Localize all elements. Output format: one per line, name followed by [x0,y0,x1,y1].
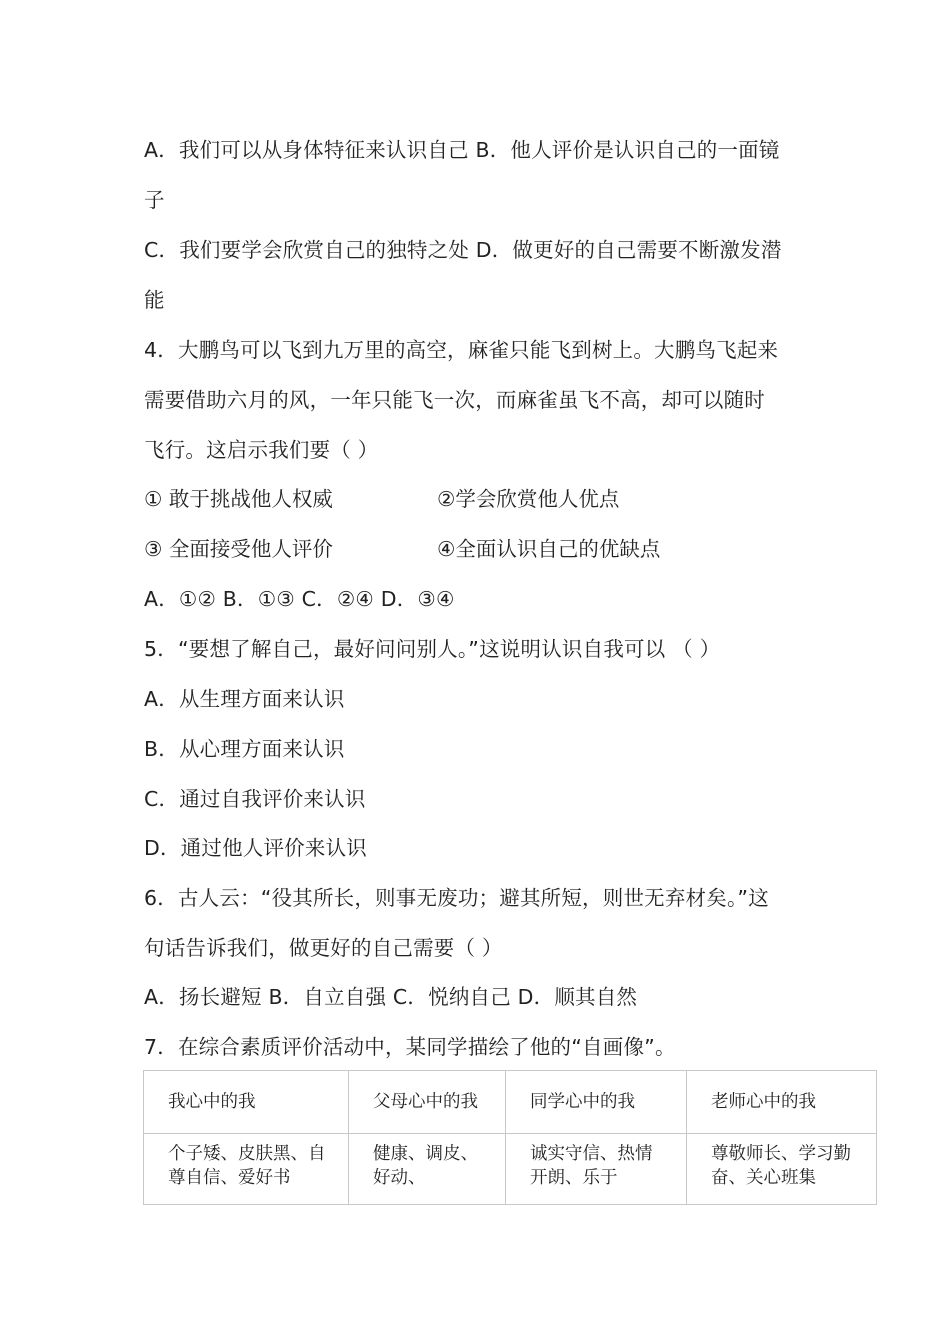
table-cell [144,1134,349,1205]
table-cell-text: 个子矮、皮肤黑、自尊自信、爱好书 [168,1144,326,1188]
q4-stem-line-2: 需要借助六月的风，一年只能飞一次，而麻雀虽飞不高，却可以随时 [144,388,765,412]
table-cell-text: 尊敬师长、学习勤奋、关心班集 [711,1144,851,1188]
q5-option-a: A．从生理方面来认识 [144,687,345,711]
q5-option-b: B．从心理方面来认识 [144,737,345,761]
q4-item-2: ②学会欣赏他人优点 [437,487,620,511]
table-header-cell: 父母心中的我 [349,1071,506,1134]
table-header-cell: 同学心中的我 [506,1071,687,1134]
table-cell-text: 健康、调皮、好动、 [373,1144,478,1188]
q6-stem-line-1: 6．古人云：“役其所长，则事无废功；避其所短，则世无弃材矣。”这 [144,886,769,910]
q5-option-d: D．通过他人评价来认识 [144,836,367,860]
q4-stem-line-3: 飞行。这启示我们要（ ） [144,438,379,462]
table-cell [506,1134,687,1205]
q6-options: A．扬长避短 B．自立自强 C．悦纳自己 D．顺其自然 [144,985,638,1009]
self-portrait-table [143,1070,877,1205]
table-cell-text: 诚实守信、热情开朗、乐于 [530,1144,653,1188]
q3-option-line-3: C．我们要学会欣赏自己的独特之处 D．做更好的自己需要不断激发潜 [144,238,782,262]
q3-option-line-1: A．我们可以从身体特征来认识自己 B．他人评价是认识自己的一面镜 [144,138,780,162]
q4-item-1: ① 敢于挑战他人权威 [144,487,333,511]
q4-stem-line-1: 4．大鹏鸟可以飞到九万里的高空，麻雀只能飞到树上。大鹏鸟飞起来 [144,338,779,362]
q3-option-line-2: 子 [144,188,165,212]
table-header-cell: 老师心中的我 [687,1071,877,1134]
table-row [144,1134,877,1205]
table-cell [687,1134,877,1205]
table-header-row [144,1071,877,1134]
q3-option-line-4: 能 [144,288,165,312]
q5-stem: 5．“要想了解自己，最好问问别人。”这说明认识自我可以 （ ） [144,637,721,661]
q6-stem-line-2: 句话告诉我们，做更好的自己需要（ ） [144,936,503,960]
q4-options: A．①② B．①③ C．②④ D．③④ [144,587,455,611]
table-cell [349,1134,506,1205]
table-header-cell: 我心中的我 [144,1071,349,1134]
q4-item-4: ④全面认识自己的优缺点 [437,537,661,561]
q4-item-3: ③ 全面接受他人评价 [144,537,333,561]
q5-option-c: C．通过自我评价来认识 [144,787,366,811]
q7-stem: 7．在综合素质评价活动中，某同学描绘了他的“自画像”。 [144,1035,676,1059]
